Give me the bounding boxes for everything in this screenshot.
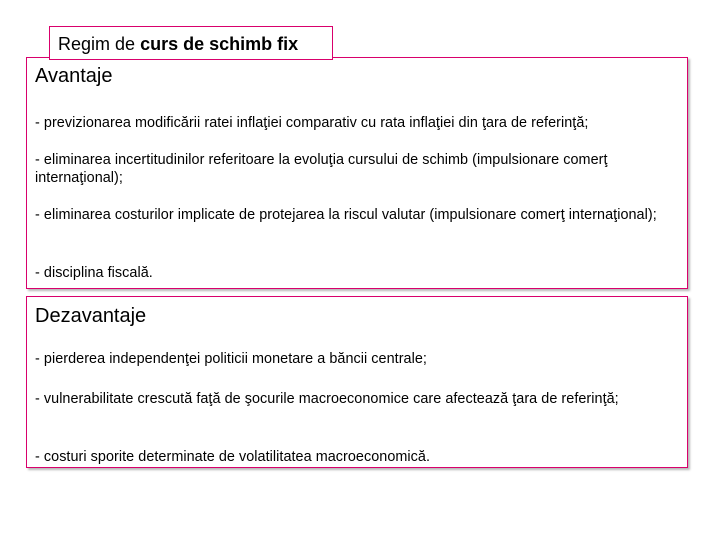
- disadvantage-item: - costuri sporite determinate de volatilitatea macroeconomică.: [35, 449, 431, 465]
- advantage-item: - eliminarea costurilor implicate de protejarea la riscul valutar (impulsionare comerţ internaţional);: [35, 207, 657, 223]
- advantage-item: - previzionarea modificării ratei inflaţiei comparativ cu rata inflaţiei din ţara de referinţă;: [35, 115, 589, 131]
- disadvantages-heading: Dezavantaje: [35, 305, 147, 327]
- disadvantages-panel: [26, 296, 688, 468]
- disadvantage-item: - pierderea independenţei politicii monetare a băncii centrale;: [35, 351, 427, 367]
- disadvantage-item: - vulnerabilitate crescută faţă de şocurile macroeconomice care afectează ţara de referinţă;: [35, 391, 619, 407]
- advantage-item: - eliminarea incertitudinilor referitoare la evoluţia cursului de schimb (impulsionare comerţ internaţional);: [35, 152, 608, 186]
- advantages-heading: Avantaje: [35, 65, 113, 87]
- advantages-panel: [26, 57, 688, 289]
- title-bold: curs de schimb fix: [140, 34, 299, 54]
- title-regular: Regim de: [58, 34, 136, 54]
- advantage-item: - disciplina fiscală.: [35, 265, 153, 281]
- slide-title: [49, 26, 333, 60]
